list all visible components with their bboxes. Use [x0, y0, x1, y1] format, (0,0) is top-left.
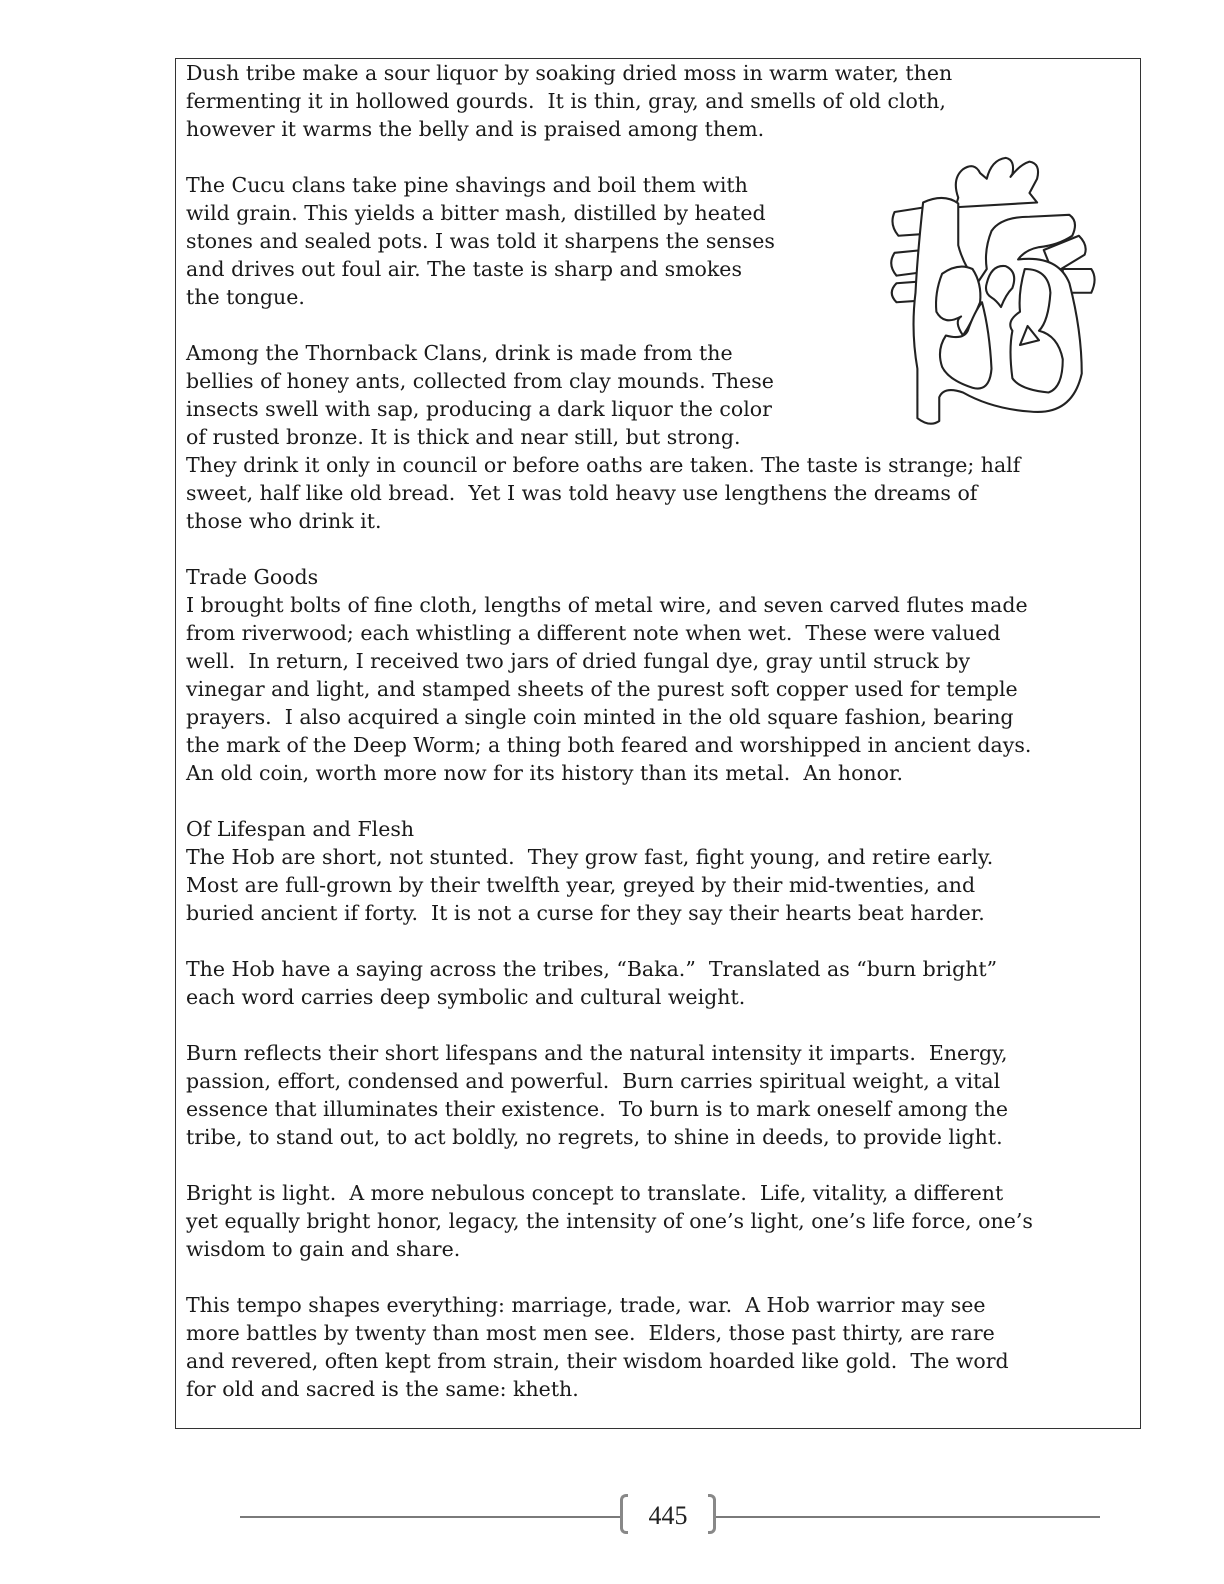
paragraph [186, 563, 1033, 787]
page-number-text: 445 [648, 1501, 688, 1530]
text-line: This tempo shapes everything: marriage, trade, war. A Hob warrior may see [186, 1293, 986, 1317]
text-line: I brought bolts of fine cloth, lengths of metal wire, and seven carved flutes made [186, 593, 1028, 617]
right-bracket-icon [708, 1494, 716, 1534]
text-line: tribe, to stand out, to act boldly, no regrets, to shine in deeds, to provide light. [186, 1125, 1003, 1149]
text-line: those who drink it. [186, 509, 382, 533]
footer-rule-left [240, 1516, 622, 1518]
left-bracket-icon [620, 1494, 628, 1534]
text-line: insects swell with sap, producing a dark liquor the color [186, 397, 772, 421]
text-line: essence that illuminates their existence. To burn is to mark oneself among the [186, 1097, 1008, 1121]
footer-rule-right [714, 1516, 1100, 1518]
paragraph [186, 1179, 1033, 1263]
text-line: and drives out foul air. The taste is sharp and smokes [186, 257, 742, 281]
text-line: Of Lifespan and Flesh [186, 817, 415, 841]
text-line: the mark of the Deep Worm; a thing both feared and worshipped in ancient days. [186, 733, 1032, 757]
text-line: Most are full-grown by their twelfth year, greyed by their mid-twenties, and [186, 873, 976, 897]
text-line: fermenting it in hollowed gourds. It is thin, gray, and smells of old cloth, [186, 89, 946, 113]
paragraph [186, 1039, 1033, 1151]
text-line: An old coin, worth more now for its history than its metal. An honor. [186, 761, 904, 785]
text-line: sweet, half like old bread. Yet I was told heavy use lengthens the dreams of [186, 481, 978, 505]
text-line: Burn reflects their short lifespans and the natural intensity it imparts. Energy, [186, 1041, 1008, 1065]
text-line: yet equally bright honor, legacy, the intensity of one’s light, one’s life force, one’s [186, 1209, 1033, 1233]
text-line: The Hob have a saying across the tribes, “Baka.” Translated as “burn bright” [186, 957, 998, 981]
text-line: Bright is light. A more nebulous concept to translate. Life, vitality, a different [186, 1181, 1004, 1205]
text-line: vinegar and light, and stamped sheets of the purest soft copper used for temple [186, 677, 1018, 701]
text-line: passion, effort, condensed and powerful. Burn carries spiritual weight, a vital [186, 1069, 1001, 1093]
text-line: They drink it only in council or before oaths are taken. The taste is strange; half [186, 453, 1021, 477]
text-line: for old and sacred is the same: kheth. [186, 1377, 579, 1401]
text-line: of rusted bronze. It is thick and near still, but strong. [186, 425, 741, 449]
paragraph [186, 1291, 1033, 1403]
heart-illustration [868, 140, 1096, 436]
text-line: prayers. I also acquired a single coin minted in the old square fashion, bearing [186, 705, 1014, 729]
text-line: well. In return, I received two jars of dried fungal dye, gray until struck by [186, 649, 971, 673]
text-line: each word carries deep symbolic and cultural weight. [186, 985, 746, 1009]
text-line: bellies of honey ants, collected from clay mounds. These [186, 369, 774, 393]
text-line: the tongue. [186, 285, 305, 309]
text-line: however it warms the belly and is praised among them. [186, 117, 765, 141]
text-line: The Cucu clans take pine shavings and boil them with [186, 173, 748, 197]
text-line: The Hob are short, not stunted. They grow fast, fight young, and retire early. [186, 845, 994, 869]
text-line: from riverwood; each whistling a different note when wet. These were valued [186, 621, 1001, 645]
page-number [620, 1494, 716, 1538]
text-line: wild grain. This yields a bitter mash, distilled by heated [186, 201, 766, 225]
text-line: wisdom to gain and share. [186, 1237, 461, 1261]
paragraph [186, 59, 1033, 143]
paragraph [186, 955, 1033, 1011]
text-line: Dush tribe make a sour liquor by soaking dried moss in warm water, then [186, 61, 953, 85]
text-line: Among the Thornback Clans, drink is made from the [186, 341, 733, 365]
text-line: buried ancient if forty. It is not a curse for they say their hearts beat harder. [186, 901, 985, 925]
text-line: Trade Goods [186, 565, 319, 589]
text-line: and revered, often kept from strain, their wisdom hoarded like gold. The word [186, 1349, 1009, 1373]
text-line: more battles by twenty than most men see. Elders, those past thirty, are rare [186, 1321, 995, 1345]
paragraph [186, 815, 1033, 927]
text-line: stones and sealed pots. I was told it sharpens the senses [186, 229, 775, 253]
